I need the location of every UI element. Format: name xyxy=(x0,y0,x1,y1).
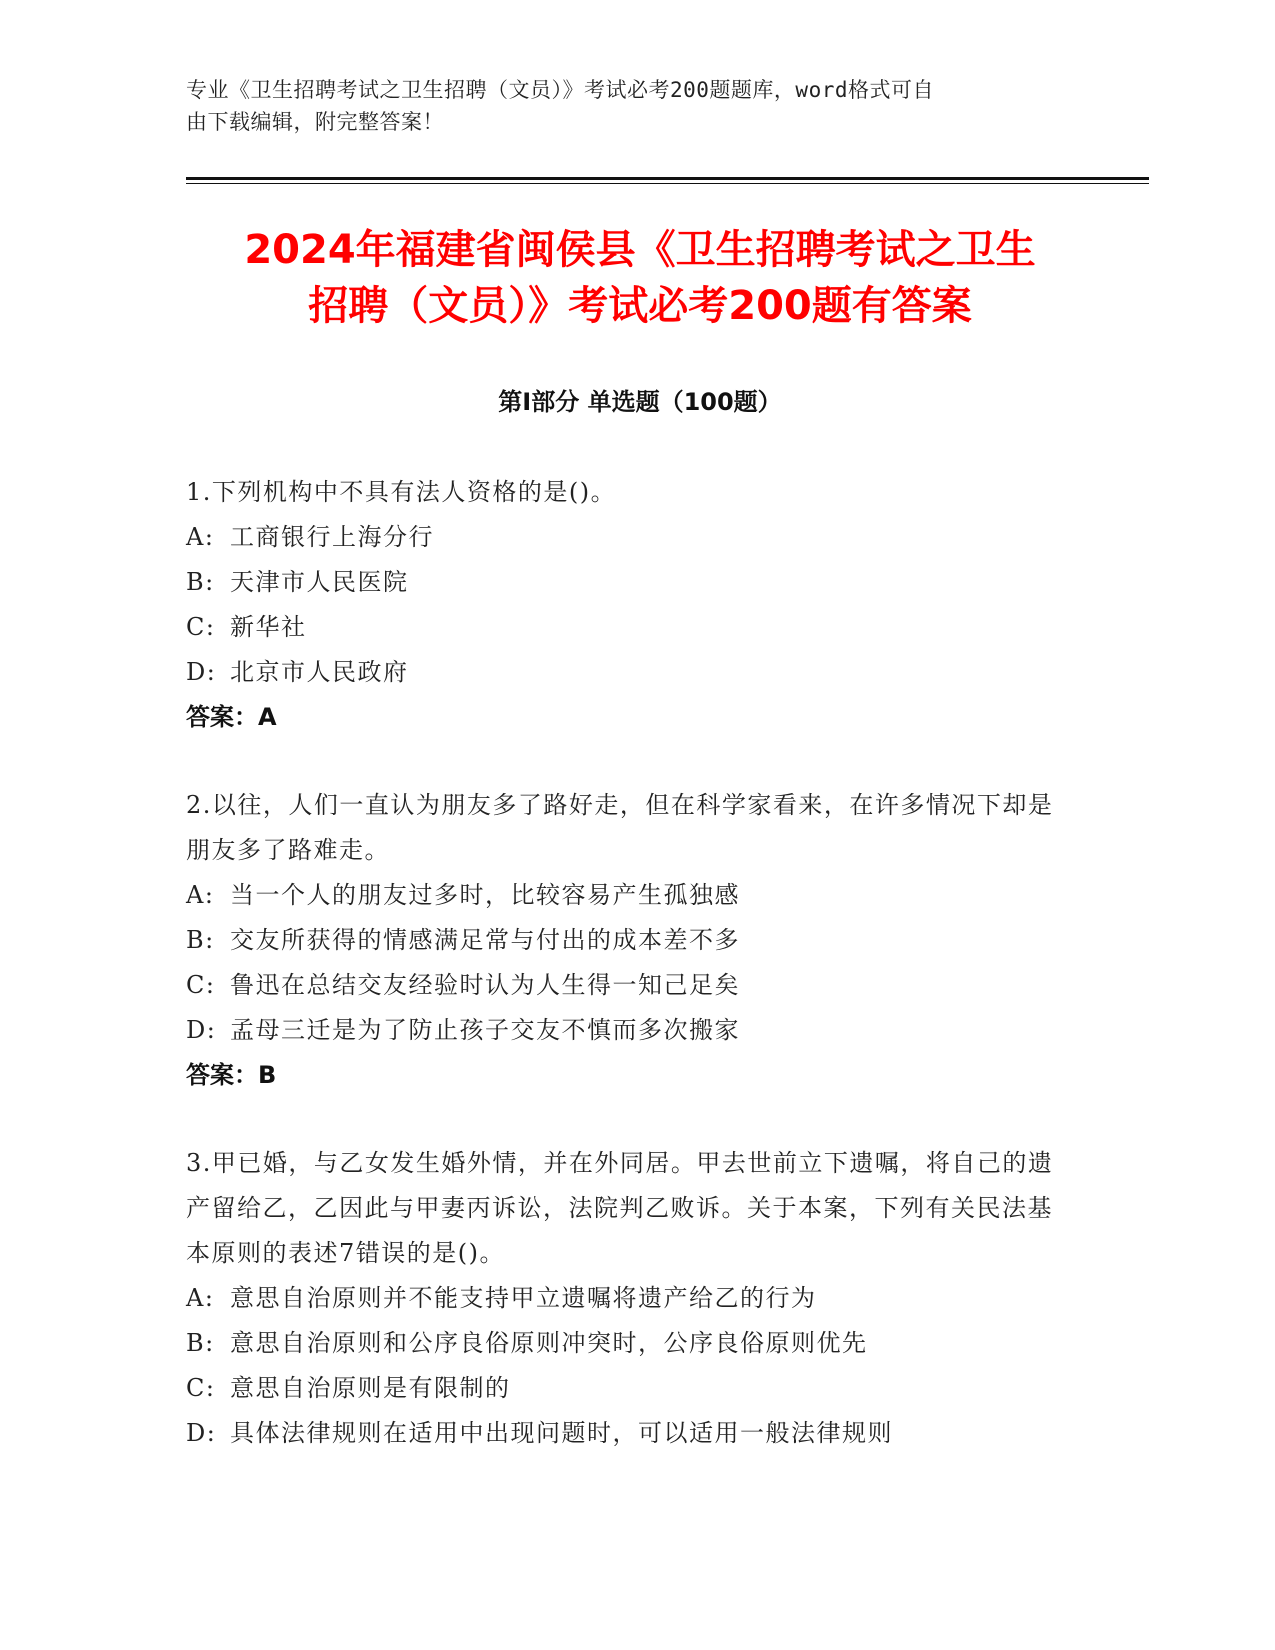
answer-value: B xyxy=(258,1061,277,1089)
option-text: 交友所获得的情感满足常与付出的成本差不多 xyxy=(230,926,740,954)
option-letter: B: xyxy=(186,568,215,596)
option-text: 鲁迅在总结交友经验时认为人生得一知己足矣 xyxy=(230,971,740,999)
question-stem: 2.以往，人们一直认为朋友多了路好走，但在科学家看来，在许多情况下却是朋友多了路难走。 xyxy=(186,791,1054,864)
option-a xyxy=(186,1276,1066,1321)
option-letter: A: xyxy=(186,1284,215,1312)
document-title-line-2: 招聘（文员）》考试必考200题有答案 xyxy=(308,283,972,329)
option-text: 天津市人民医院 xyxy=(230,568,409,596)
option-letter: B: xyxy=(186,926,215,954)
option-d xyxy=(186,1411,1066,1456)
option-a xyxy=(186,515,1066,560)
document-title-line-1: 2024年福建省闽侯县《卫生招聘考试之卫生 xyxy=(244,227,1036,273)
option-letter: C: xyxy=(186,613,216,641)
section-title: 第Ⅰ部分 单选题（100题） xyxy=(498,388,782,416)
option-b xyxy=(186,560,1066,605)
answer-label: 答案： xyxy=(186,1061,258,1089)
header-rule-thick xyxy=(186,177,1149,180)
option-text: 孟母三迁是为了防止孩子交友不慎而多次搬家 xyxy=(230,1016,740,1044)
option-b xyxy=(186,918,1066,963)
option-letter: D: xyxy=(186,1419,217,1447)
option-text: 意思自治原则并不能支持甲立遗嘱将遗产给乙的行为 xyxy=(230,1284,817,1312)
question-stem: 1.下列机构中不具有法人资格的是()。 xyxy=(186,478,617,506)
option-c xyxy=(186,963,1066,1008)
option-b xyxy=(186,1321,1066,1366)
option-letter: D: xyxy=(186,1016,217,1044)
question-stem: 3.甲已婚，与乙女发生婚外情，并在外同居。甲去世前立下遗嘱，将自己的遗产留给乙，乙因此与甲妻丙诉讼，法院判乙败诉。关于本案，下列有关民法基本原则的表述7错误的是()。 xyxy=(186,1149,1054,1267)
document-title xyxy=(160,222,1120,334)
option-d xyxy=(186,1008,1066,1053)
answer-line xyxy=(186,1053,1066,1098)
option-letter: D: xyxy=(186,658,217,686)
option-text: 北京市人民政府 xyxy=(230,658,409,686)
answer-value: A xyxy=(258,703,277,731)
option-text: 意思自治原则是有限制的 xyxy=(230,1374,511,1402)
option-c xyxy=(186,605,1066,650)
header-note-line-2: 由下载编辑，附完整答案！ xyxy=(186,110,444,134)
header-note xyxy=(186,74,1066,138)
option-letter: C: xyxy=(186,971,216,999)
option-letter: C: xyxy=(186,1374,216,1402)
option-letter: A: xyxy=(186,881,215,909)
option-letter: A: xyxy=(186,523,215,551)
option-letter: B: xyxy=(186,1329,215,1357)
answer-label: 答案： xyxy=(186,703,258,731)
question-2 xyxy=(186,783,1066,1098)
option-text: 具体法律规则在适用中出现问题时，可以适用一般法律规则 xyxy=(230,1419,893,1447)
option-text: 工商银行上海分行 xyxy=(230,523,434,551)
option-text: 意思自治原则和公序良俗原则冲突时，公序良俗原则优先 xyxy=(230,1329,868,1357)
option-a xyxy=(186,873,1066,918)
option-text: 新华社 xyxy=(230,613,307,641)
question-list xyxy=(186,470,1066,1499)
answer-line xyxy=(186,695,1066,740)
option-text: 当一个人的朋友过多时，比较容易产生孤独感 xyxy=(230,881,740,909)
option-c xyxy=(186,1366,1066,1411)
question-1 xyxy=(186,470,1066,740)
header-rule-thin xyxy=(186,183,1149,184)
header-note-line-1: 专业《卫生招聘考试之卫生招聘（文员）》考试必考200题题库，word格式可自 xyxy=(186,78,934,102)
option-d xyxy=(186,650,1066,695)
question-3 xyxy=(186,1141,1066,1456)
